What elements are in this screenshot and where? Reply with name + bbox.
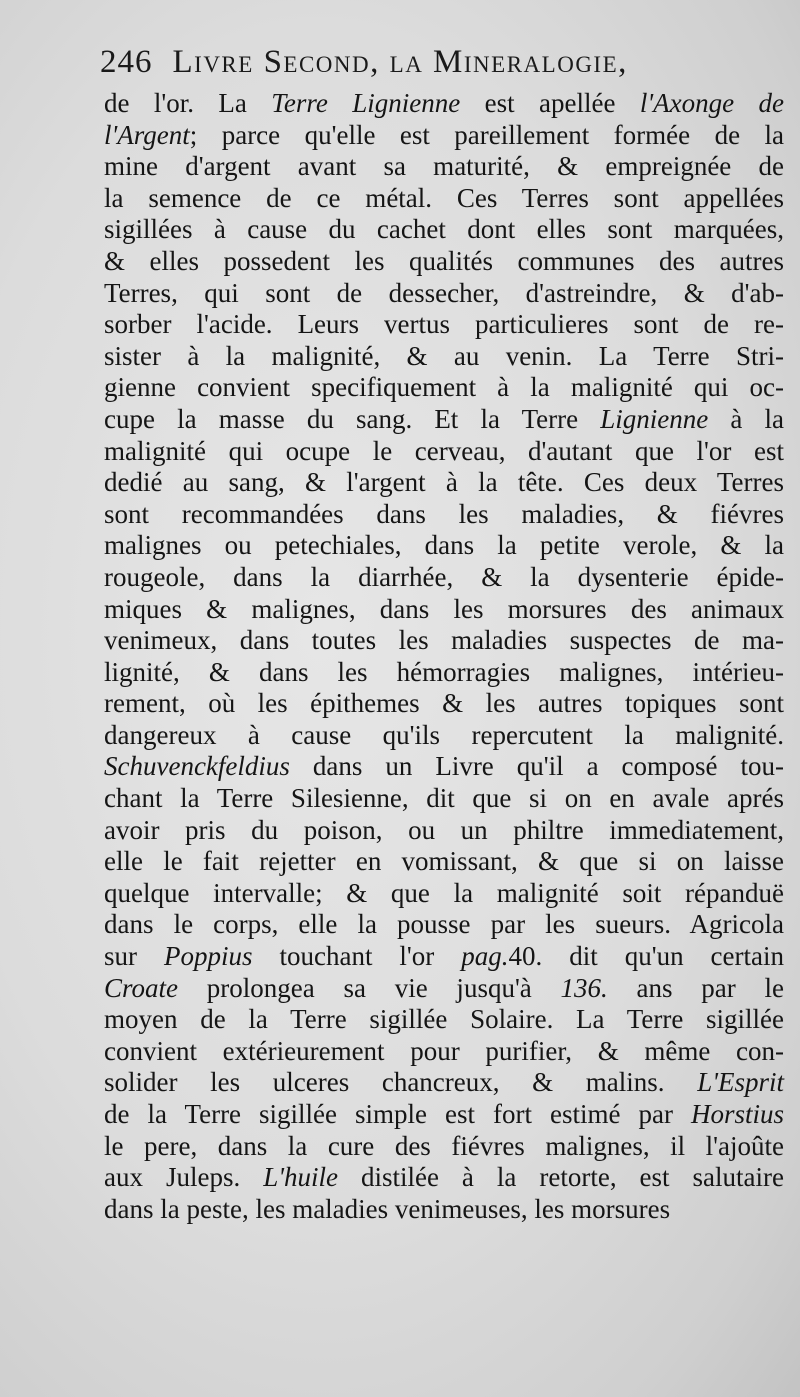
italic-text: Croate [104,972,178,1003]
text-segment: distilée à la retorte, est salutaire [337,1162,784,1193]
text-segment: 40. dit qu'un certain [508,941,785,972]
text-segment: est apellée [460,88,640,118]
italic-text: Lignienne [600,403,709,434]
text-line [104,594,784,626]
text-line [104,1067,784,1099]
text-segment: avoir pris du poison, ou un philtre immediatement, [104,814,784,845]
text-line [104,309,784,341]
text-segment: chant la Terre Silesienne, dit que si on en avale aprés [104,783,784,814]
text-line [104,1099,784,1131]
text-line [104,372,784,404]
text-segment: cupe la masse du sang. Et la Terre [104,403,601,434]
text-line [104,278,784,310]
text-line [104,625,784,657]
text-segment: touchant l'or [252,941,462,972]
text-line [104,941,784,973]
italic-text: l'Argent [104,119,190,150]
text-line [104,878,784,910]
text-segment: aux Juleps. [104,1162,264,1193]
page-header [100,44,710,90]
text-segment: convient extérieurement pour purifier, & même con- [104,1035,784,1066]
text-segment: dans la peste, les maladies venimeuses, les morsures [104,1193,671,1224]
body-text [104,88,784,1225]
text-line [104,1131,784,1163]
text-segment: sont recommandées dans les maladies, & fiévres [104,498,784,529]
text-segment: quelque intervalle; & que la malignité soit répanduë [104,877,784,908]
text-segment: à la [708,403,784,434]
text-segment: venimeux, dans toutes les maladies suspectes de ma- [104,625,784,656]
text-line [104,467,784,499]
italic-text: Horstius [690,1099,784,1129]
text-segment: sister à la malignité, & au venin. La Terre Stri- [104,340,784,371]
text-segment: dans un Livre qu'il a composé tou- [289,751,784,782]
text-line [104,341,784,373]
text-segment: le pere, dans la cure des fiévres malignes, il l'ajoûte [104,1130,784,1161]
text-segment: de la Terre sigillée simple est fort estimé par [104,1099,691,1129]
italic-text: L'huile [263,1162,338,1193]
text-segment: sur [104,941,164,972]
text-line [104,120,784,152]
text-line [104,783,784,815]
text-line [104,562,784,594]
text-line [104,973,784,1005]
text-segment: ; parce qu'elle est pareillement formée de la [189,119,784,150]
italic-text: 136. [560,972,608,1003]
text-segment: lignité, & dans les hémorragies malignes, intérieu- [104,656,784,687]
text-segment: prolongea sa vie jusqu'à [178,972,561,1003]
text-segment: rement, où les épithemes & les autres topiques sont [104,688,784,719]
italic-text: L'Esprit [697,1067,784,1098]
text-line [104,1004,784,1036]
text-line [104,1162,784,1194]
text-segment: Terres, qui sont de dessecher, d'astreindre, & d'ab- [104,277,784,308]
text-line [104,688,784,720]
text-segment: rougeole, dans la diarrhée, & la dysenterie épide- [104,561,784,592]
text-line [104,499,784,531]
italic-text: Poppius [163,941,253,972]
text-line [104,404,784,436]
text-line [104,88,784,120]
text-line [104,751,784,783]
text-segment: malignes ou petechiales, dans la petite verole, & la [104,530,784,561]
text-segment: miques & malignes, dans les morsures des animaux [104,593,784,624]
text-line [104,214,784,246]
text-line [104,183,784,215]
text-line [104,436,784,468]
italic-text: Schuvenckfeldius [104,751,290,782]
italic-text: l'Axonge de [639,88,784,118]
text-line [104,720,784,752]
text-line [104,246,784,278]
text-segment: dedié au sang, & l'argent à la tête. Ces deux Terres [104,467,784,498]
text-segment: de l'or. La [104,88,272,118]
text-segment: solider les ulceres chancreux, & malins. [104,1067,698,1098]
text-line [104,909,784,941]
text-line [104,530,784,562]
page-number: 246 [100,44,153,80]
text-segment: dangereux à cause qu'ils repercutent la malignité. [104,719,784,750]
italic-text: pag. [461,941,509,972]
text-segment: mine d'argent avant sa maturité, & empreignée de [104,151,784,182]
text-segment: dans le corps, elle la pousse par les sueurs. Agricola [104,909,784,940]
text-segment: la semence de ce métal. Ces Terres sont appellées [104,182,784,213]
text-segment: sorber l'acide. Leurs vertus particulieres sont de re- [104,309,784,340]
running-title: Livre Second, la Mineralogie, [172,44,628,80]
text-segment: gienne convient specifiquement à la malignité qui oc- [104,372,784,403]
text-segment: malignité qui ocupe le cerveau, d'autant que l'or est [104,435,784,466]
text-line [104,815,784,847]
text-segment: ans par le [607,972,784,1003]
text-line [104,657,784,689]
text-line [104,1194,784,1226]
text-segment: elle le fait rejetter en vomissant, & que si on laisse [104,846,784,877]
text-line [104,151,784,183]
text-line [104,846,784,878]
italic-text: Terre Lignienne [271,88,461,118]
text-segment: moyen de la Terre sigillée Solaire. La Terre sigillée [104,1004,784,1035]
text-segment: & elles possedent les qualités communes des autres [104,245,784,276]
text-segment: sigillées à cause du cachet dont elles sont marquées, [104,214,784,245]
text-line [104,1036,784,1068]
